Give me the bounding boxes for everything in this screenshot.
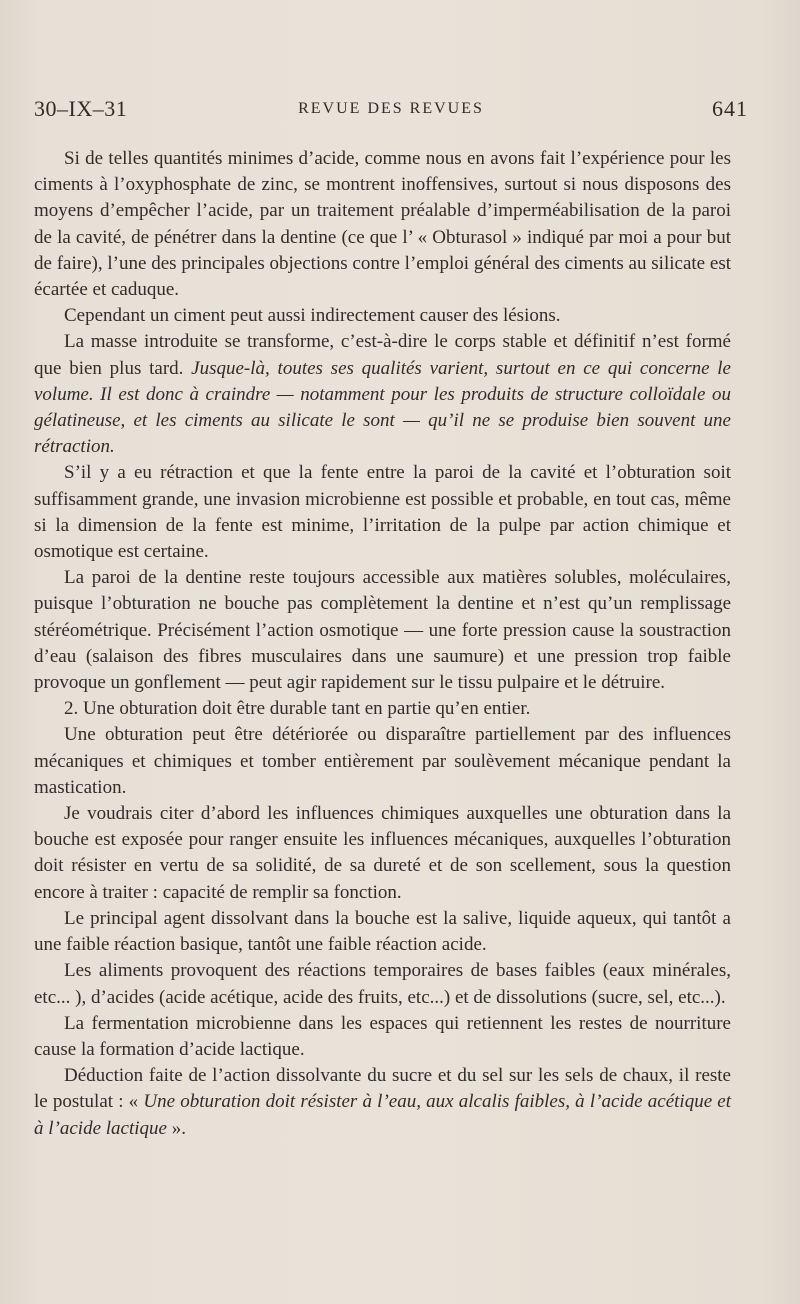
running-header — [34, 96, 748, 124]
article-body — [34, 146, 731, 1142]
header-title: REVUE DES REVUES — [298, 100, 484, 117]
paragraph: Déduction faite de l’action dissolvante du sucre et du sel sur les sels de chaux, il reste le postulat : « Une obturation doit résister à l’eau, aux alcalis faibles, à l’acide acétique et à l’acide lactique ». — [34, 1065, 732, 1139]
paragraph: Je voudrais citer d’abord les influences chimiques auxquelles une obturation dans la bouche est exposée pour ranger ensuite les influences mécaniques, auxquelles l’obturation doit résister en vertu de sa solidité, de sa dureté et de son scellement, sous la question encore à traiter : capacité de remplir sa fonction. — [34, 803, 731, 903]
paragraph: Si de telles quantités minimes d’acide, comme nous en avons fait l’expérience pour les ciments à l’oxyphosphate de zinc, se montrent inoffensives, surtout si nous disposons des moyens d’empêcher l’acide, par un traitement préalable d’imperméabilisation de la paroi de la cavité, de pénétrer dans la dentine (ce que l’ « Obturasol » indiqué par moi a pour but de faire), l’une des principales objections contre l’emploi général des ciments au silicate est écartée et caduque. — [34, 148, 731, 301]
paragraph: Le principal agent dissolvant dans la bouche est la salive, liquide aqueux, qui tantôt a une faible réaction basique, tantôt une faible réaction acide. — [34, 907, 731, 956]
section-heading: 2. Une obturation doit être durable tant en partie qu’en entier. — [64, 698, 531, 720]
paragraph: S’il y a eu rétraction et que la fente entre la paroi de la cavité et l’obturation soit suffisamment grande, une invasion microbienne est possible et probable, en tout cas, même si la dimension de la fente est minime, l’irritation de la pulpe par action chimique et osmotique est certaine. — [34, 462, 731, 563]
paragraph: La paroi de la dentine reste toujours accessible aux matières solubles, moléculaires, puisque l’obturation ne bouche pas complètement la dentine et n’est qu’un remplissage stéréométrique. Précisément l’action osmotique — une forte pression cause la soustraction d’eau (salaison des fibres musculaires dans une saumure) et une pression trop faible provoque un gonflement — peut agir rapidement sur le tissu pulpaire et le détruire. — [34, 567, 731, 694]
paragraph: La fermentation microbienne dans les espaces qui retiennent les restes de nourriture cause la formation d’acide lactique. — [34, 1012, 731, 1060]
page-number: 641 — [712, 96, 748, 121]
header-date: 30–IX–31 — [34, 96, 128, 121]
paragraph: La masse introduite se transforme, c’est-à-dire le corps stable et définitif n’est formé que bien plus tard. Jusque-là, toutes ses qualités varient, surtout en ce qui concerne le volume. Il est donc à craindre — notamment pour les produits de structure colloïdale ou gélatineuse, et les ciments au silicate le sont — qu’il ne se produise bien souvent une rétraction. — [34, 331, 731, 458]
paragraph: Cependant un ciment peut aussi indirectement causer des lésions. — [64, 305, 561, 327]
paragraph: Une obturation peut être détériorée ou disparaître partiellement par des influences mécaniques et chimiques et tomber entièrement par soulèvement mécanique pendant la mastication. — [34, 724, 731, 798]
paragraph: Les aliments provoquent des réactions temporaires de bases faibles (eaux minérales, etc... ), d’acides (acide acétique, acide des fruits, etc...) et de dissolutions (sucre, sel, etc...). — [34, 960, 731, 1008]
